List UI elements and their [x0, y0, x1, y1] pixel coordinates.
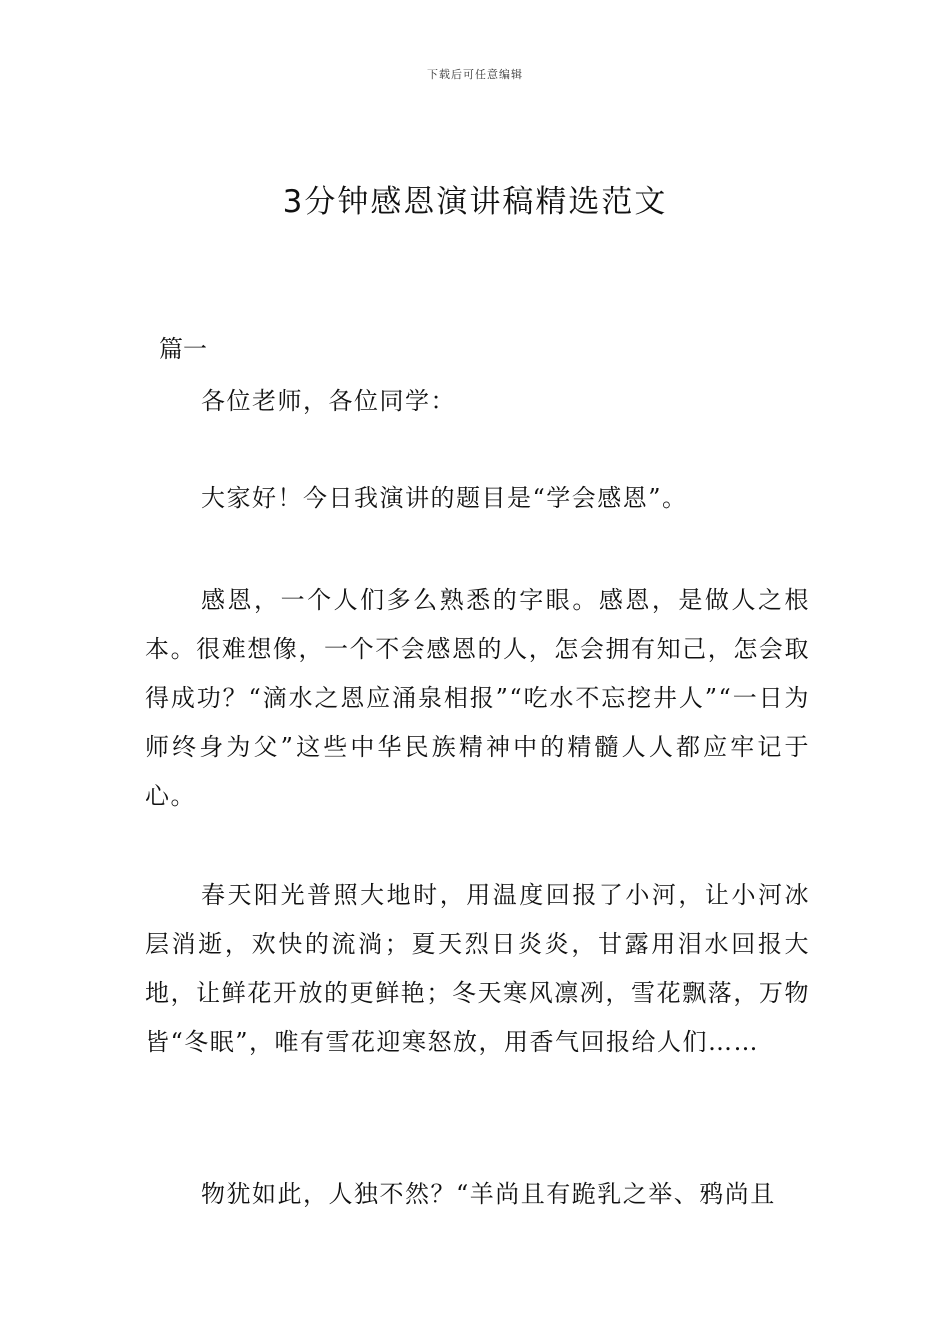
section-label: 篇一	[159, 335, 207, 363]
paragraph-4: 物犹如此，人独不然？“羊尚且有跪乳之举、鸦尚且	[201, 1180, 776, 1208]
header-note: 下载后可任意编辑	[427, 68, 523, 81]
paragraph-1: 大家好！今日我演讲的题目是“学会感恩”。	[201, 484, 688, 512]
paragraph-2: 感恩，一个人们多么熟悉的字眼。感恩，是做人之根本。很难想像，一个不会感恩的人，怎会拥有知己，怎会取得成功？“滴水之恩应涌泉相报”“吃水不忘挖井人”“一日为师终身为父”这些中华民族精神中的精髓人人都应牢记于心。	[145, 586, 810, 810]
greeting-line: 各位老师，各位同学：	[201, 387, 456, 415]
paragraph-3: 春天阳光普照大地时，用温度回报了小河，让小河冰层消逝，欢快的流淌；夏天烈日炎炎，甘露用泪水回报大地，让鲜花开放的更鲜艳；冬天寒风凛冽，雪花飘落，万物皆“冬眠”，唯有雪花迎寒怒放，用香气回报给人们……	[145, 881, 810, 1056]
document-title: 3分钟感恩演讲稿精选范文	[282, 184, 668, 220]
